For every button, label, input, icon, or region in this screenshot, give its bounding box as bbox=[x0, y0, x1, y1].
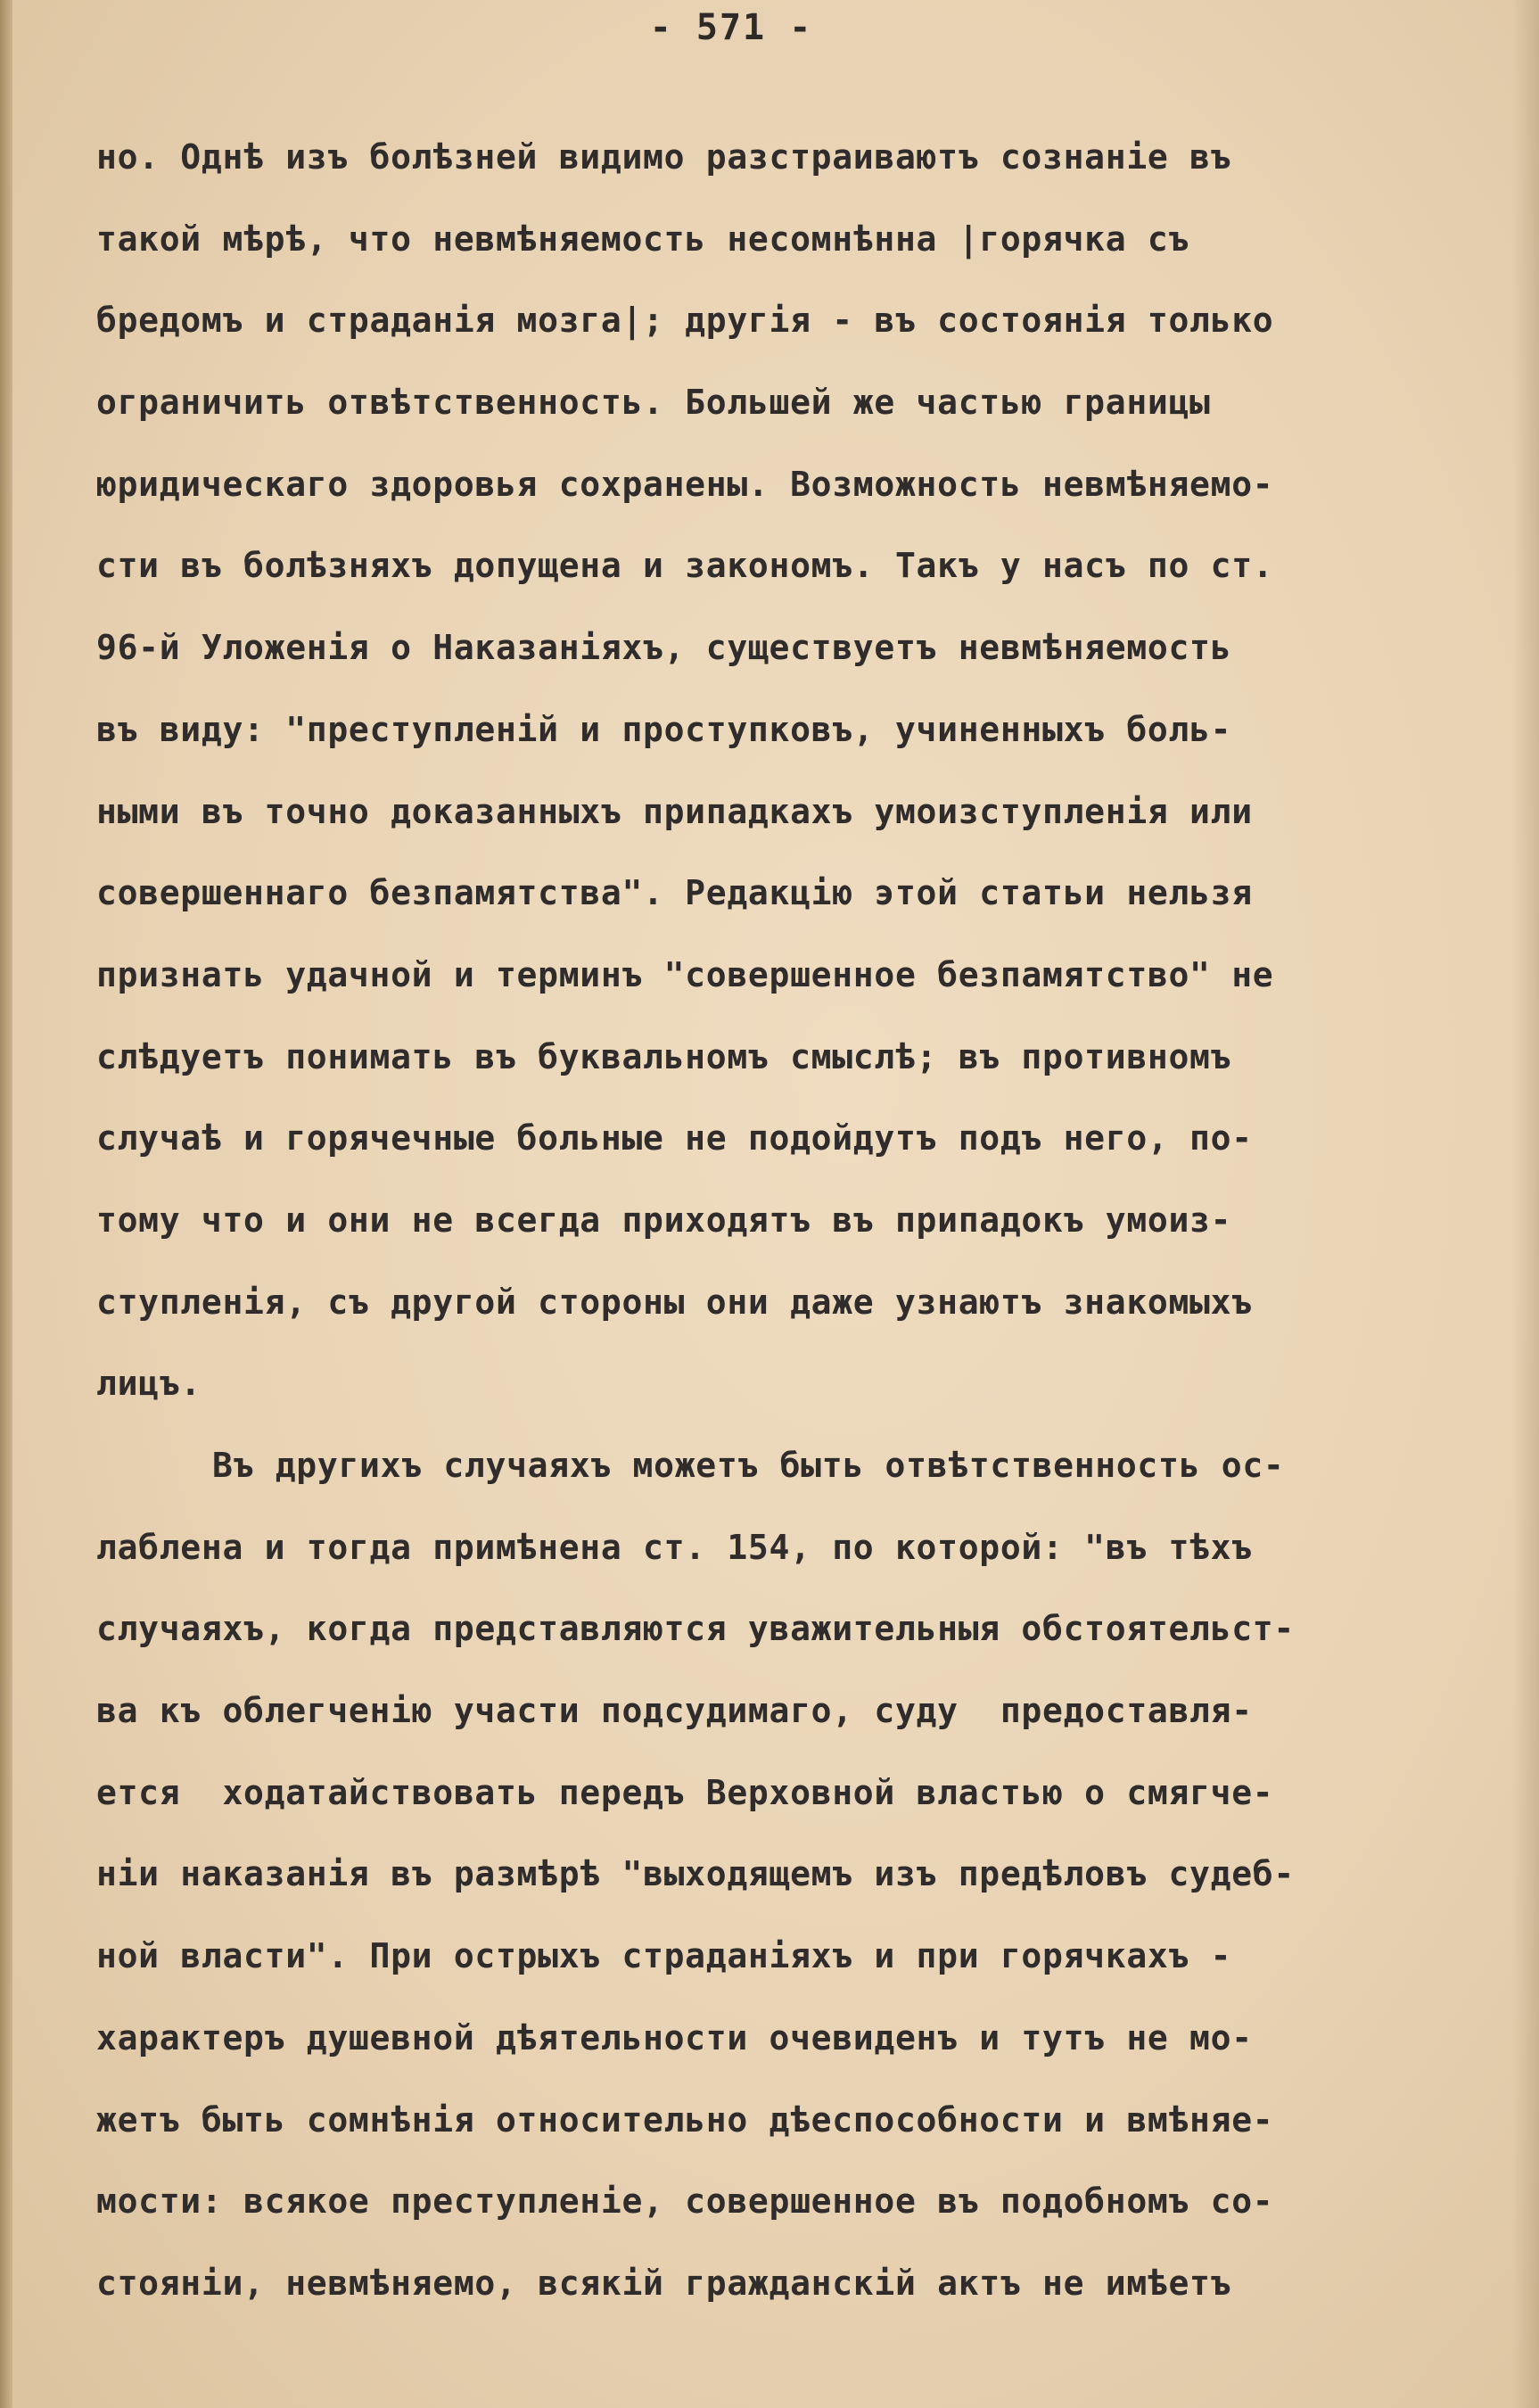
text-line: лаблена и тогда примѣнена ст. 154, по которой: "въ тѣхъ bbox=[96, 1527, 1253, 1567]
text-line: юридическаго здоровья сохранены. Возможность невмѣняемо- bbox=[96, 464, 1274, 504]
text-line: жетъ быть сомнѣнія относительно дѣеспособности и вмѣняе- bbox=[96, 2099, 1274, 2140]
text-line: тому что и они не всегда приходятъ въ припадокъ умоиз- bbox=[96, 1200, 1232, 1240]
text-line: совершеннаго безпамятства". Редакцію этой статьи нельзя bbox=[96, 873, 1253, 913]
text-line: слѣдуетъ понимать въ буквальномъ смыслѣ; въ противномъ bbox=[96, 1036, 1232, 1076]
text-line: 96-й Уложенія о Наказаніяхъ, существуетъ невмѣняемость bbox=[96, 628, 1232, 668]
text-line: мости: всякое преступленіе, совершенное въ подобномъ со- bbox=[96, 2181, 1274, 2222]
text-line: ступленія, съ другой стороны они даже узнаютъ знакомыхъ bbox=[96, 1282, 1253, 1322]
text-line: ется ходатайствовать передъ Верховной властью о смягче- bbox=[96, 1772, 1274, 1812]
text-line: такой мѣрѣ, что невмѣняемость несомнѣнна |горячка съ bbox=[96, 219, 1190, 259]
typewritten-text-body bbox=[96, 130, 1487, 2338]
text-line: сти въ болѣзняхъ допущена и закономъ. Такъ у насъ по ст. bbox=[96, 546, 1274, 586]
text-line: признать удачной и терминъ "совершенное безпамятство" не bbox=[96, 954, 1274, 994]
text-line: въ виду: "преступленій и проступковъ, учиненныхъ боль- bbox=[96, 709, 1232, 749]
text-line: ной власти". При острыхъ страданіяхъ и при горячкахъ - bbox=[96, 1936, 1232, 1976]
text-line: ными въ точно доказанныхъ припадкахъ умоизступленія или bbox=[96, 791, 1253, 831]
text-line: бредомъ и страданія мозга|; другія - въ состоянія только bbox=[96, 301, 1274, 341]
text-line: но. Однѣ изъ болѣзней видимо разстраиваютъ сознаніе въ bbox=[96, 137, 1232, 177]
text-line: стояніи, невмѣняемо, всякій гражданскій актъ не имѣетъ bbox=[96, 2263, 1232, 2303]
page-number: - 571 - bbox=[649, 7, 813, 48]
page-shadow bbox=[1512, 0, 1539, 2408]
text-line: случаяхъ, когда представляются уважительныя обстоятельст- bbox=[96, 1609, 1295, 1649]
text-line: лицъ. bbox=[96, 1364, 202, 1404]
binding-edge bbox=[0, 0, 12, 2408]
text-line: случаѣ и горячечные больные не подойдутъ подъ него, по- bbox=[96, 1118, 1253, 1159]
text-line: Въ другихъ случаяхъ можетъ быть отвѣтственность ос- bbox=[212, 1446, 1285, 1485]
text-line: ограничить отвѣтственность. Большей же частью границы bbox=[96, 383, 1211, 423]
text-line: ніи наказанія въ размѣрѣ "выходящемъ изъ предѣловъ судеб- bbox=[96, 1854, 1295, 1894]
text-line: характеръ душевной дѣятельности очевиденъ и тутъ не мо- bbox=[96, 2017, 1253, 2058]
text-line: ва къ облегченію участи подсудимаго, суду предоставля- bbox=[96, 1691, 1253, 1731]
